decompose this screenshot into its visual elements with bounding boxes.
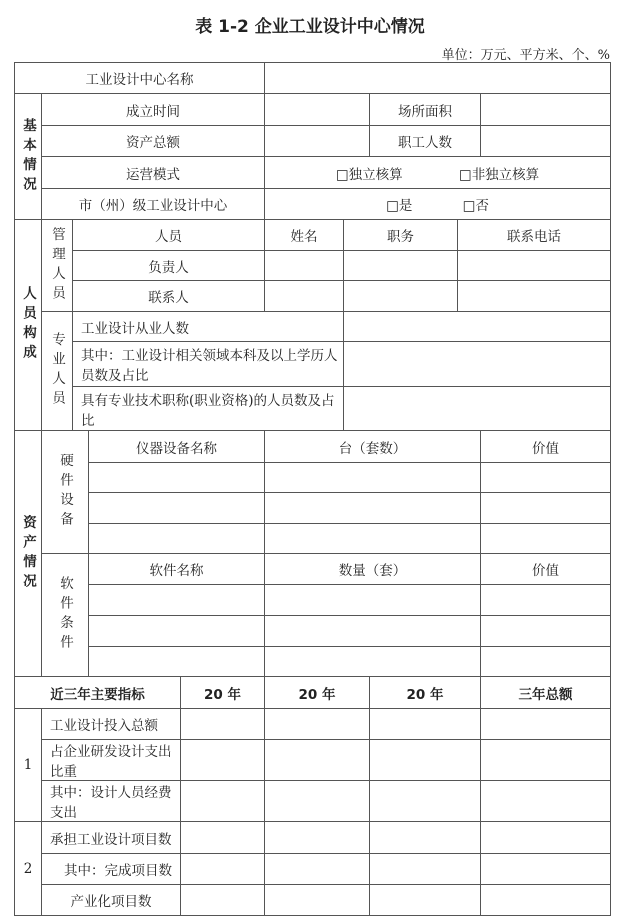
pro-degree-field[interactable] xyxy=(344,342,611,387)
col-title: 职务 xyxy=(344,220,458,251)
hw-name-cell[interactable] xyxy=(89,463,265,493)
assets-section-label: 资产情况 xyxy=(15,431,42,677)
employees-label: 职工人数 xyxy=(370,126,481,157)
value-cell[interactable] xyxy=(181,822,265,854)
hw-count-cell[interactable] xyxy=(265,524,481,554)
value-cell[interactable] xyxy=(481,854,611,885)
sw-count-cell[interactable] xyxy=(265,647,481,677)
staff-expense-label: 其中：设计人员经费支出 xyxy=(42,781,181,822)
sw-count-header: 数量（套） xyxy=(265,554,481,585)
year1-header: 20 年 xyxy=(181,677,265,709)
hw-name-cell[interactable] xyxy=(89,524,265,554)
pro-count-label: 工业设计从业人数 xyxy=(73,312,344,342)
total-assets-field[interactable] xyxy=(265,126,370,157)
city-level-label: 市（州）级工业设计中心 xyxy=(42,189,265,220)
value-cell[interactable] xyxy=(265,822,370,854)
city-level-options xyxy=(265,189,611,220)
projects-label: 承担工业设计项目数 xyxy=(42,822,181,854)
value-cell[interactable] xyxy=(181,885,265,916)
yes-checkbox[interactable] xyxy=(386,198,412,214)
sw-value-header: 价值 xyxy=(481,554,611,585)
independent-checkbox[interactable] xyxy=(336,167,403,183)
site-area-label: 场所面积 xyxy=(370,94,481,126)
leader-name[interactable] xyxy=(265,251,344,281)
value-cell[interactable] xyxy=(181,854,265,885)
value-cell[interactable] xyxy=(481,822,611,854)
value-cell[interactable] xyxy=(265,885,370,916)
hw-value-header: 价值 xyxy=(481,431,611,463)
value-cell[interactable] xyxy=(265,709,370,740)
unit-note: 单位：万元、平方米、个、% xyxy=(441,48,610,63)
group2-number: 2 xyxy=(15,822,42,916)
hw-value-cell[interactable] xyxy=(481,493,611,524)
yes-label: 是 xyxy=(398,198,413,214)
center-name-field[interactable] xyxy=(265,63,611,94)
hw-value-cell[interactable] xyxy=(481,463,611,493)
value-cell[interactable] xyxy=(181,709,265,740)
contact-label: 联系人 xyxy=(73,281,265,312)
operation-mode-label: 运营模式 xyxy=(42,157,265,189)
pro-count-field[interactable] xyxy=(344,312,611,342)
hw-value-cell[interactable] xyxy=(481,524,611,554)
leader-label: 负责人 xyxy=(73,251,265,281)
value-cell[interactable] xyxy=(370,854,481,885)
value-cell[interactable] xyxy=(370,885,481,916)
sw-count-cell[interactable] xyxy=(265,616,481,647)
personnel-section-label: 人员构成 xyxy=(15,220,42,431)
value-cell[interactable] xyxy=(370,709,481,740)
sw-label: 软件条件 xyxy=(42,554,89,677)
value-cell[interactable] xyxy=(481,781,611,822)
col-name: 姓名 xyxy=(265,220,344,251)
non-independent-label: 非独立核算 xyxy=(471,166,540,183)
operation-mode-options xyxy=(265,157,611,189)
completed-projects-label: 其中：完成项目数 xyxy=(42,854,181,885)
rd-ratio-label: 占企业研发设计支出比重 xyxy=(42,740,181,781)
value-cell[interactable] xyxy=(265,854,370,885)
indicators-header: 近三年主要指标 xyxy=(15,677,181,709)
design-center-form xyxy=(14,62,611,916)
sw-value-cell[interactable] xyxy=(481,616,611,647)
group1-number: 1 xyxy=(15,709,42,822)
total-assets-label: 资产总额 xyxy=(42,126,265,157)
value-cell[interactable] xyxy=(370,781,481,822)
hw-name-cell[interactable] xyxy=(89,493,265,524)
value-cell[interactable] xyxy=(370,740,481,781)
contact-phone[interactable] xyxy=(458,281,611,312)
hw-label: 硬件设备 xyxy=(42,431,89,554)
total-header: 三年总额 xyxy=(481,677,611,709)
pro-label: 专业人员 xyxy=(42,312,73,431)
center-name-label: 工业设计中心名称 xyxy=(15,63,265,94)
sw-name-cell[interactable] xyxy=(89,616,265,647)
industrialized-projects-label: 产业化项目数 xyxy=(42,885,181,916)
year3-header: 20 年 xyxy=(370,677,481,709)
hw-count-cell[interactable] xyxy=(265,493,481,524)
employees-field[interactable] xyxy=(481,126,611,157)
col-person: 人员 xyxy=(73,220,265,251)
design-investment-label: 工业设计投入总额 xyxy=(42,709,181,740)
sw-name-header: 软件名称 xyxy=(89,554,265,585)
value-cell[interactable] xyxy=(370,822,481,854)
non-independent-checkbox[interactable] xyxy=(459,167,539,183)
no-label: 否 xyxy=(475,198,489,214)
site-area-field[interactable] xyxy=(481,94,611,126)
contact-title[interactable] xyxy=(344,281,458,312)
pro-qualified-label: 具有专业技术职称(职业资格)的人员数及占比 xyxy=(73,387,344,431)
hw-count-cell[interactable] xyxy=(265,463,481,493)
col-phone: 联系电话 xyxy=(458,220,611,251)
value-cell[interactable] xyxy=(481,885,611,916)
basic-section-label: 基本情况 xyxy=(15,94,42,220)
sw-value-cell[interactable] xyxy=(481,585,611,616)
value-cell[interactable] xyxy=(181,740,265,781)
pro-degree-label: 其中：工业设计相关领域本科及以上学历人员数及占比 xyxy=(73,342,344,387)
value-cell[interactable] xyxy=(481,709,611,740)
sw-name-cell[interactable] xyxy=(89,647,265,677)
sw-value-cell[interactable] xyxy=(481,647,611,677)
value-cell[interactable] xyxy=(481,740,611,781)
pro-qualified-field[interactable] xyxy=(344,387,611,431)
year2-header: 20 年 xyxy=(265,677,370,709)
established-label: 成立时间 xyxy=(42,94,265,126)
sw-count-cell[interactable] xyxy=(265,585,481,616)
established-field[interactable] xyxy=(265,94,370,126)
value-cell[interactable] xyxy=(181,781,265,822)
leader-title[interactable] xyxy=(344,251,458,281)
sw-name-cell[interactable] xyxy=(89,585,265,616)
hw-name-header: 仪器设备名称 xyxy=(89,431,265,463)
independent-label: 独立核算 xyxy=(348,166,403,183)
table-title: 表 1-2 企业工业设计中心情况 xyxy=(195,17,425,37)
contact-name[interactable] xyxy=(265,281,344,312)
value-cell[interactable] xyxy=(265,740,370,781)
leader-phone[interactable] xyxy=(458,251,611,281)
mgmt-label: 管理人员 xyxy=(42,220,73,312)
no-checkbox[interactable] xyxy=(463,198,489,214)
value-cell[interactable] xyxy=(265,781,370,822)
hw-count-header: 台（套数） xyxy=(265,431,481,463)
